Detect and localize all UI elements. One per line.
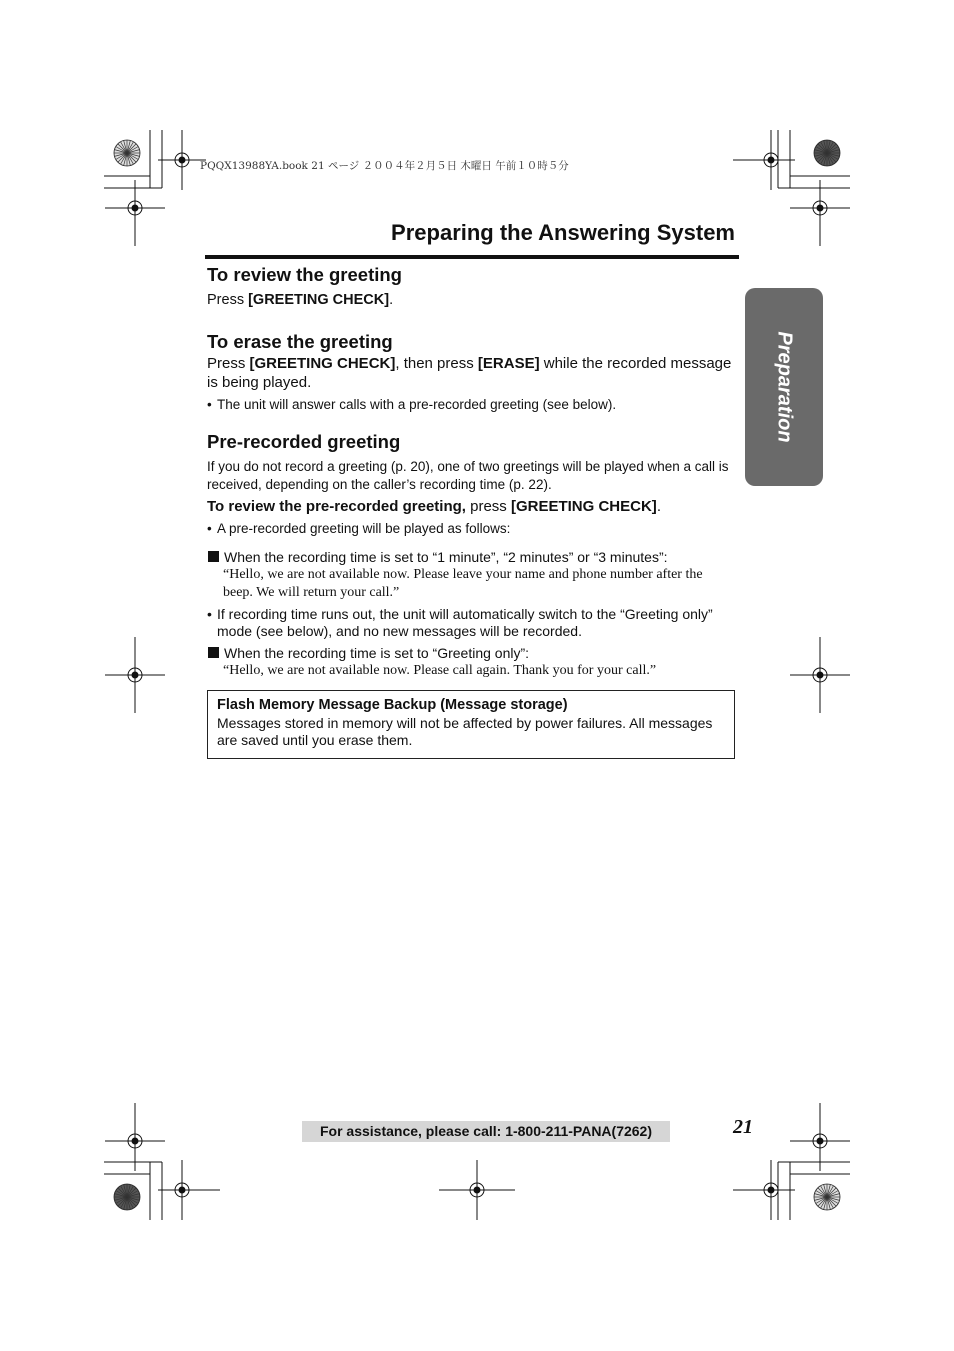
main-content (207, 263, 735, 759)
case-minutes-item: When the recording time is set to “1 minute”, “2 minutes” or “3 minutes”: (207, 548, 735, 566)
prerecorded-greeting-heading: Pre-recorded greeting (207, 431, 401, 452)
review-greeting-instruction: Press [GREETING CHECK]. (207, 292, 394, 308)
page-number: 21 (733, 1116, 753, 1138)
erase-key: [ERASE] (477, 355, 540, 372)
bullet-mark: • (207, 397, 212, 412)
greeting-quote-minutes: “Hello, we are not available now. Please leave your name and phone number after the beep. We will return your call.” (223, 567, 703, 600)
print-job-header: PQQX13988YA.book 21 ページ ２００４年２月５日 木曜日 午前１０時５分 (200, 160, 569, 172)
flash-memory-note-box (207, 690, 735, 759)
greeting-check-key: [GREETING CHECK] (510, 498, 657, 515)
section-side-tab (745, 288, 823, 486)
title-rule (205, 255, 739, 259)
case-greeting-only-item: When the recording time is set to “Greeting only”: (207, 644, 735, 662)
side-tab-label: Preparation (773, 331, 796, 443)
erase-greeting-heading: To erase the greeting (207, 331, 393, 352)
square-bullet-icon (208, 647, 219, 658)
bullet-mark: • (207, 606, 212, 622)
greeting-quote-greeting-only: “Hello, we are not available now. Please call again. Thank you for your call.” (223, 663, 657, 678)
bullet-mark: • (207, 521, 212, 536)
greeting-check-key: [GREETING CHECK] (249, 355, 396, 372)
note-box-title: Flash Memory Message Backup (Message storage) (217, 697, 568, 713)
note-box-body: Messages stored in memory will not be affected by power failures. All messages are saved until you erase them. (217, 715, 713, 748)
erase-greeting-instruction: Press [GREETING CHECK], then press [ERASE] while the recorded message is being played. (207, 355, 732, 391)
prerecorded-intro: If you do not record a greeting (p. 20), one of two greetings will be played when a call is received, depending on the caller’s recording time (p. 22). (207, 459, 729, 492)
square-bullet-icon (208, 551, 219, 562)
greeting-check-key: [GREETING CHECK] (248, 292, 390, 308)
recording-time-bullet: • If recording time runs out, the unit will automatically switch to the “Greeting only” mode (see below), and no new messages will be recorded. (207, 606, 713, 639)
erase-note-bullet: • The unit will answer calls with a pre-recorded greeting (see below). (207, 397, 617, 412)
review-greeting-heading: To review the greeting (207, 264, 402, 285)
prerecorded-bullet: • A pre-recorded greeting will be played as follows: (207, 521, 511, 536)
page-title: Preparing the Answering System (391, 220, 735, 245)
prerecorded-review-instruction: To review the pre-recorded greeting, press [GREETING CHECK]. (207, 498, 661, 515)
assistance-footer: For assistance, please call: 1-800-211-PANA(7262) (302, 1121, 670, 1142)
